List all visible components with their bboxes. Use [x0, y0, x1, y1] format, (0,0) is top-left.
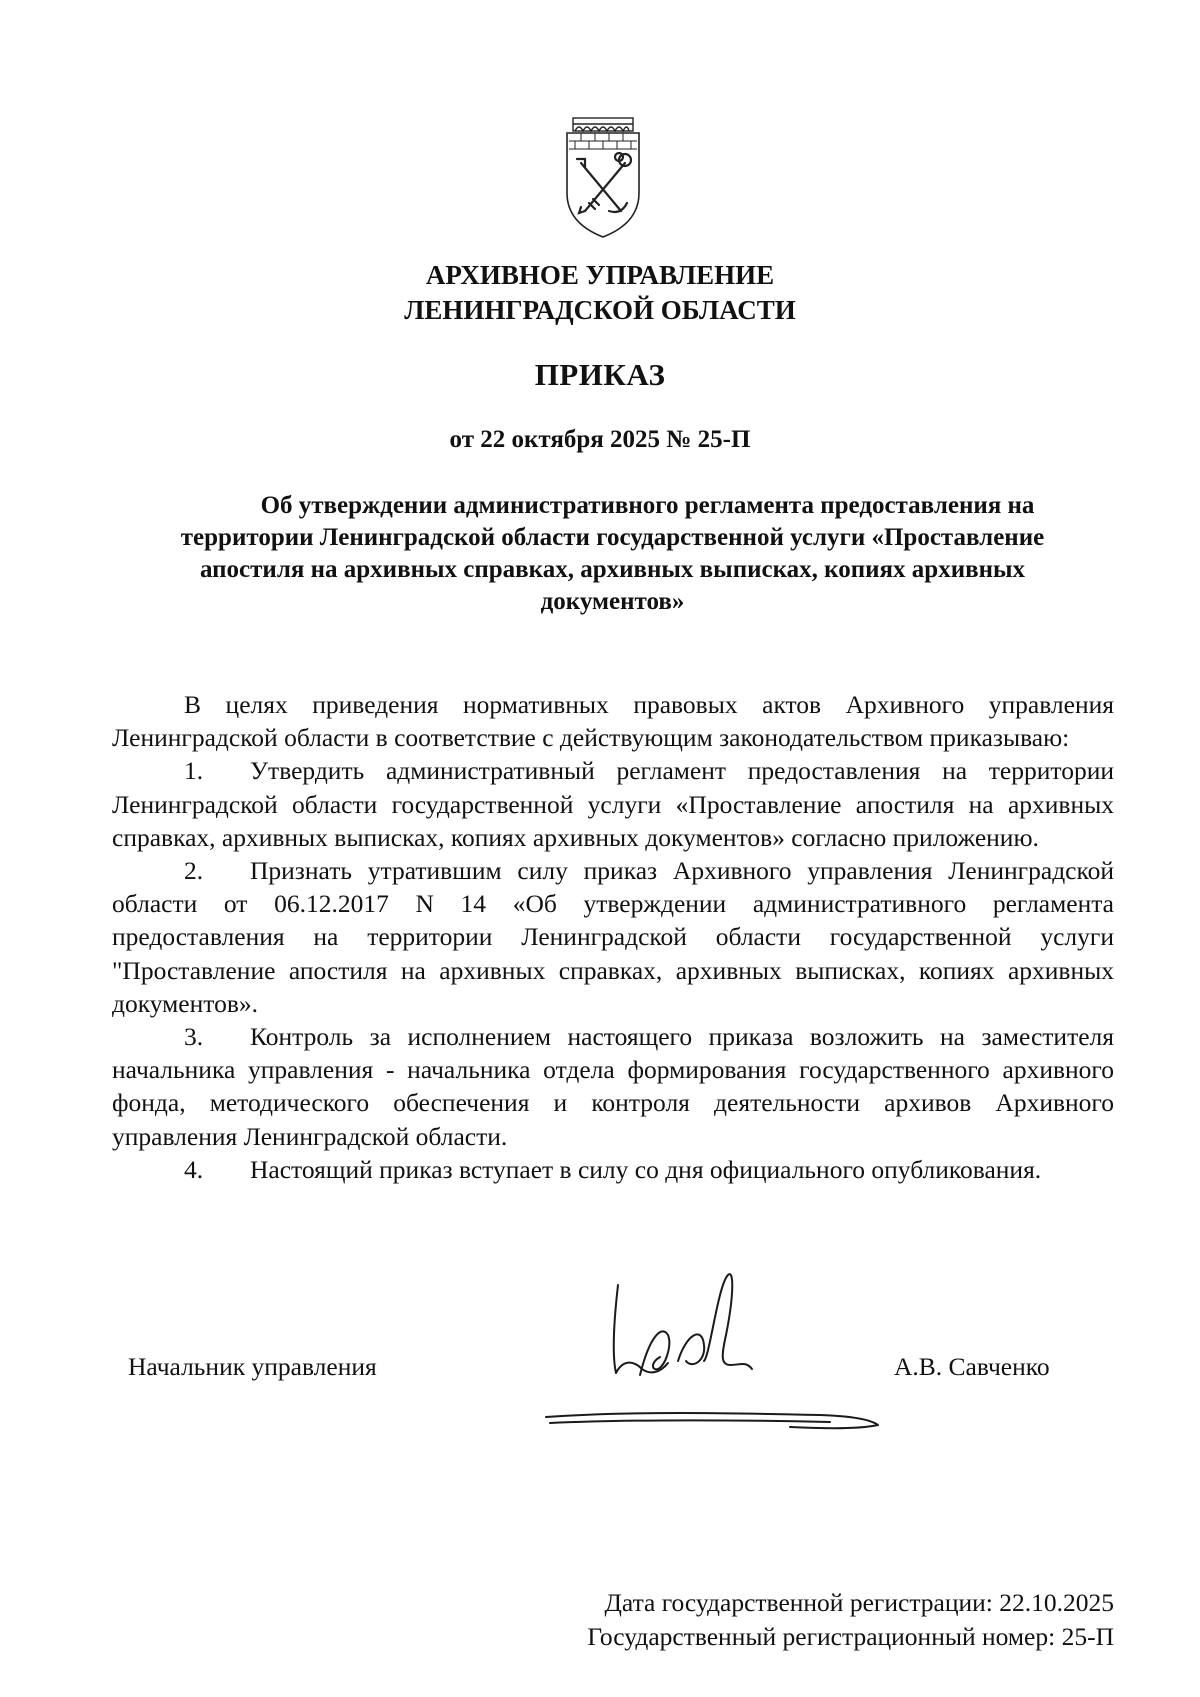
organization-name-line-1: АРХИВНОЕ УПРАВЛЕНИЕ	[425, 260, 775, 290]
registration-date: Дата государственной регистрации: 22.10.2025	[604, 1588, 1114, 1617]
item-text: Настоящий приказ вступает в силу со дня официального опубликования.	[250, 1154, 1042, 1184]
document-subject	[120, 490, 1105, 618]
subject-line-4: документов»	[540, 588, 685, 615]
signatory-position: Начальник управления	[128, 1352, 377, 1381]
signature-block	[0, 1338, 1200, 1428]
organization-name	[0, 258, 1200, 328]
item-number: 1.	[184, 756, 204, 786]
document-body	[112, 688, 1114, 1186]
subject-line-1: Об утверждении административного регламента предоставления на	[260, 492, 1035, 519]
item-text: Контроль за исполнением настоящего приказа возложить на заместителя начальника управления - начальника отдела формирования государственного архивного фонда, методического обеспечения и контроля деятельности архивов Архивного управления Ленинградской области.	[112, 1022, 1114, 1151]
registration-info	[587, 1586, 1114, 1654]
item-number: 2.	[184, 856, 204, 886]
item-number: 4.	[184, 1154, 204, 1184]
order-item-3	[112, 1020, 1114, 1153]
organization-name-line-2: ЛЕНИНГРАДСКОЙ ОБЛАСТИ	[404, 295, 796, 325]
item-text: Утвердить административный регламент предоставления на территории Ленинградской области государственной услуги «Проставление апостиля на архивных справках, архивных выписках, копиях архивных документов» согласно приложению.	[112, 756, 1114, 852]
item-number: 3.	[184, 1022, 204, 1052]
order-item-2	[112, 854, 1114, 1020]
item-text: Признать утратившим силу приказ Архивного управления Ленинградской области от 06.12.2017 N 14 «Об утверждении административного регламента предоставления на территории Ленинградской области государственной услуги "Проставление апостиля на архивных справках, архивных выписках, копиях архивных документов».	[112, 856, 1114, 1018]
document-date-number: от 22 октября 2025 № 25-П	[449, 426, 751, 453]
registration-number: Государственный регистрационный номер: 25-П	[587, 1622, 1114, 1651]
coat-of-arms-icon	[563, 115, 643, 241]
order-item-4	[112, 1153, 1114, 1186]
signatory-name: А.В. Савченко	[894, 1352, 1050, 1381]
subject-line-3: апостиля на архивных справках, архивных выписках, копиях архивных	[199, 556, 1026, 583]
subject-line-2: территории Ленинградской области государственной услуги «Проставление	[180, 524, 1045, 551]
document-type-title: ПРИКАЗ	[534, 357, 666, 392]
preamble-paragraph: В целях приведения нормативных правовых актов Архивного управления Ленинградской области в соответствие с действующим законодательством приказываю:	[112, 690, 1114, 753]
order-item-1	[112, 754, 1114, 854]
